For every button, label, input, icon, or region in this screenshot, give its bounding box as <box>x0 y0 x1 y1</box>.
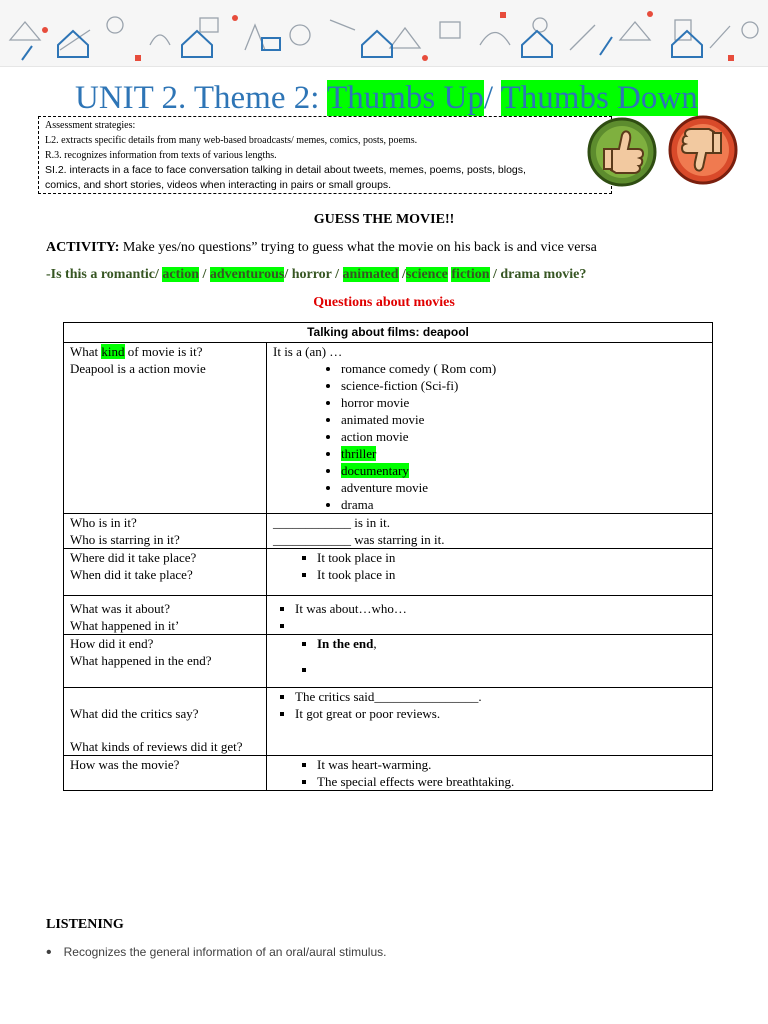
activity-label: ACTIVITY: <box>46 240 120 255</box>
q-kind-highlight: kind <box>101 344 125 359</box>
table-row <box>64 688 713 756</box>
genre-q-part: / horror / <box>284 267 343 282</box>
guess-the-movie-heading: GUESS THE MOVIE!! <box>313 212 455 227</box>
list-item: ▪ The special effects were breathtaking. <box>317 773 706 790</box>
title-slash: / <box>483 80 501 116</box>
questions-about-movies-heading: Questions about movies <box>313 295 455 310</box>
genre-animated: animated <box>342 267 399 282</box>
question-text: What was it about? <box>70 601 170 616</box>
list-item <box>341 445 706 462</box>
thumbs-up-icon <box>587 115 657 187</box>
genre-action: action <box>162 267 199 282</box>
listening-heading: LISTENING <box>46 917 124 932</box>
genre-q-part: -Is this a romantic/ <box>46 267 163 282</box>
list-item: ▪ It took place in <box>317 566 706 583</box>
answer-cell <box>267 343 713 514</box>
table-header-row <box>64 323 713 343</box>
question-text: What kinds of reviews did it get? <box>70 739 243 754</box>
list-item: ▪ It was about…who… <box>295 600 706 617</box>
question-text: How was the movie? <box>70 757 180 772</box>
question-text: What happened in the end? <box>70 653 212 668</box>
list-item <box>317 661 706 678</box>
question-text: What happened in it’ <box>70 618 180 633</box>
activity-text: Make yes/no questions” trying to guess what the movie on his back is and vice versa <box>119 240 597 255</box>
table-row <box>64 596 713 635</box>
thumbs-down-icon <box>668 115 738 187</box>
assessment-l2: L2. extracts specific details from many web-based broadcasts/ memes, comics, posts, poems. <box>45 135 418 146</box>
list-item: • horror movie <box>341 394 706 411</box>
assessment-r3: R.3. recognizes information from texts of various lengths. <box>45 150 277 161</box>
answer-list <box>273 635 706 678</box>
question-text: When did it take place? <box>70 567 193 582</box>
question-cell <box>64 343 267 514</box>
list-item: ▪ It took place in <box>317 549 706 566</box>
assessment-si2-line1: SI.2. interacts in a face to face conversation talking in detail about tweets, memes, poems, posts, blogs, <box>45 164 526 176</box>
answer-list <box>273 756 706 790</box>
list-item: ▪ The critics said________________. <box>295 688 706 705</box>
assessment-si2-line2: comics, and short stories, videos when interacting in pairs or small groups. <box>45 179 392 191</box>
school-doodle-banner-icon <box>0 0 768 66</box>
question-cell <box>64 688 267 756</box>
assessment-box <box>38 116 612 194</box>
answer-list <box>273 688 706 722</box>
movie-questions-table <box>63 322 713 791</box>
list-item <box>341 462 706 479</box>
table-row <box>64 514 713 549</box>
question-kind <box>70 343 260 360</box>
question-text: What did the critics say? <box>70 706 199 721</box>
list-item: • science-fiction (Sci-fi) <box>341 377 706 394</box>
list-item <box>295 617 706 634</box>
list-item: • animated movie <box>341 411 706 428</box>
genre-list <box>273 360 706 513</box>
list-item: ▪ It was heart-warming. <box>317 756 706 773</box>
bullet: • <box>46 944 52 961</box>
title-thumbs-down: Thumbs Down <box>500 80 698 116</box>
activity-line <box>46 240 597 256</box>
list-item <box>317 635 706 652</box>
doodle-banner <box>0 0 768 67</box>
genre-documentary: documentary <box>341 463 409 478</box>
title-prefix: UNIT 2. Theme 2: <box>75 80 328 116</box>
table-header: Talking about films: deapool <box>64 323 713 343</box>
question-text: How did it end? <box>70 636 154 651</box>
answer-intro: It is a (an) … <box>273 344 343 359</box>
table-row <box>64 635 713 688</box>
list-item: ▪ It got great or poor reviews. <box>295 705 706 722</box>
genre-adventurous: adventurous <box>209 267 285 282</box>
deapool-statement: Deapool is a action movie <box>70 361 206 376</box>
question-cell <box>64 596 267 635</box>
answer-text: ____________ was starring in it. <box>273 532 445 547</box>
question-text: Where did it take place? <box>70 550 197 565</box>
assessment-heading: Assessment strategies: <box>45 120 136 131</box>
question-cell <box>64 756 267 791</box>
genre-thriller: thriller <box>341 446 377 461</box>
genre-science: science <box>405 267 448 282</box>
answer-list <box>273 549 706 583</box>
question-cell <box>64 514 267 549</box>
unit-title <box>75 76 698 120</box>
question-cell <box>64 635 267 688</box>
genre-q-part: / <box>398 267 406 282</box>
in-the-end-text: In the end <box>317 636 374 651</box>
answer-text: ____________ is in it. <box>273 515 391 530</box>
table-row <box>64 756 713 791</box>
question-text: Who is starring in it? <box>70 532 180 547</box>
list-item: • adventure movie <box>341 479 706 496</box>
genre-q-part: / drama movie? <box>489 267 587 282</box>
genre-question <box>46 267 586 283</box>
answer-list <box>273 600 706 634</box>
list-item: • romance comedy ( Rom com) <box>341 360 706 377</box>
answer-cell <box>267 596 713 635</box>
listening-item-text: Recognizes the general information of an oral/aural stimulus. <box>63 945 387 959</box>
answer-cell <box>267 756 713 791</box>
listening-item <box>46 944 386 962</box>
answer-tail: , <box>373 636 377 651</box>
q-text: of movie is it? <box>124 344 203 359</box>
answer-cell <box>267 635 713 688</box>
table-row <box>64 343 713 514</box>
answer-cell <box>267 688 713 756</box>
genre-fiction: fiction <box>451 267 490 282</box>
list-item: • action movie <box>341 428 706 445</box>
question-text: Who is in it? <box>70 515 137 530</box>
answer-cell <box>267 514 713 549</box>
answer-cell <box>267 549 713 596</box>
table-row <box>64 549 713 596</box>
q-text: What <box>70 344 102 359</box>
question-cell <box>64 549 267 596</box>
list-item: • drama <box>341 496 706 513</box>
title-thumbs-up: Thumbs Up <box>327 80 484 116</box>
genre-q-part: / <box>198 267 210 282</box>
